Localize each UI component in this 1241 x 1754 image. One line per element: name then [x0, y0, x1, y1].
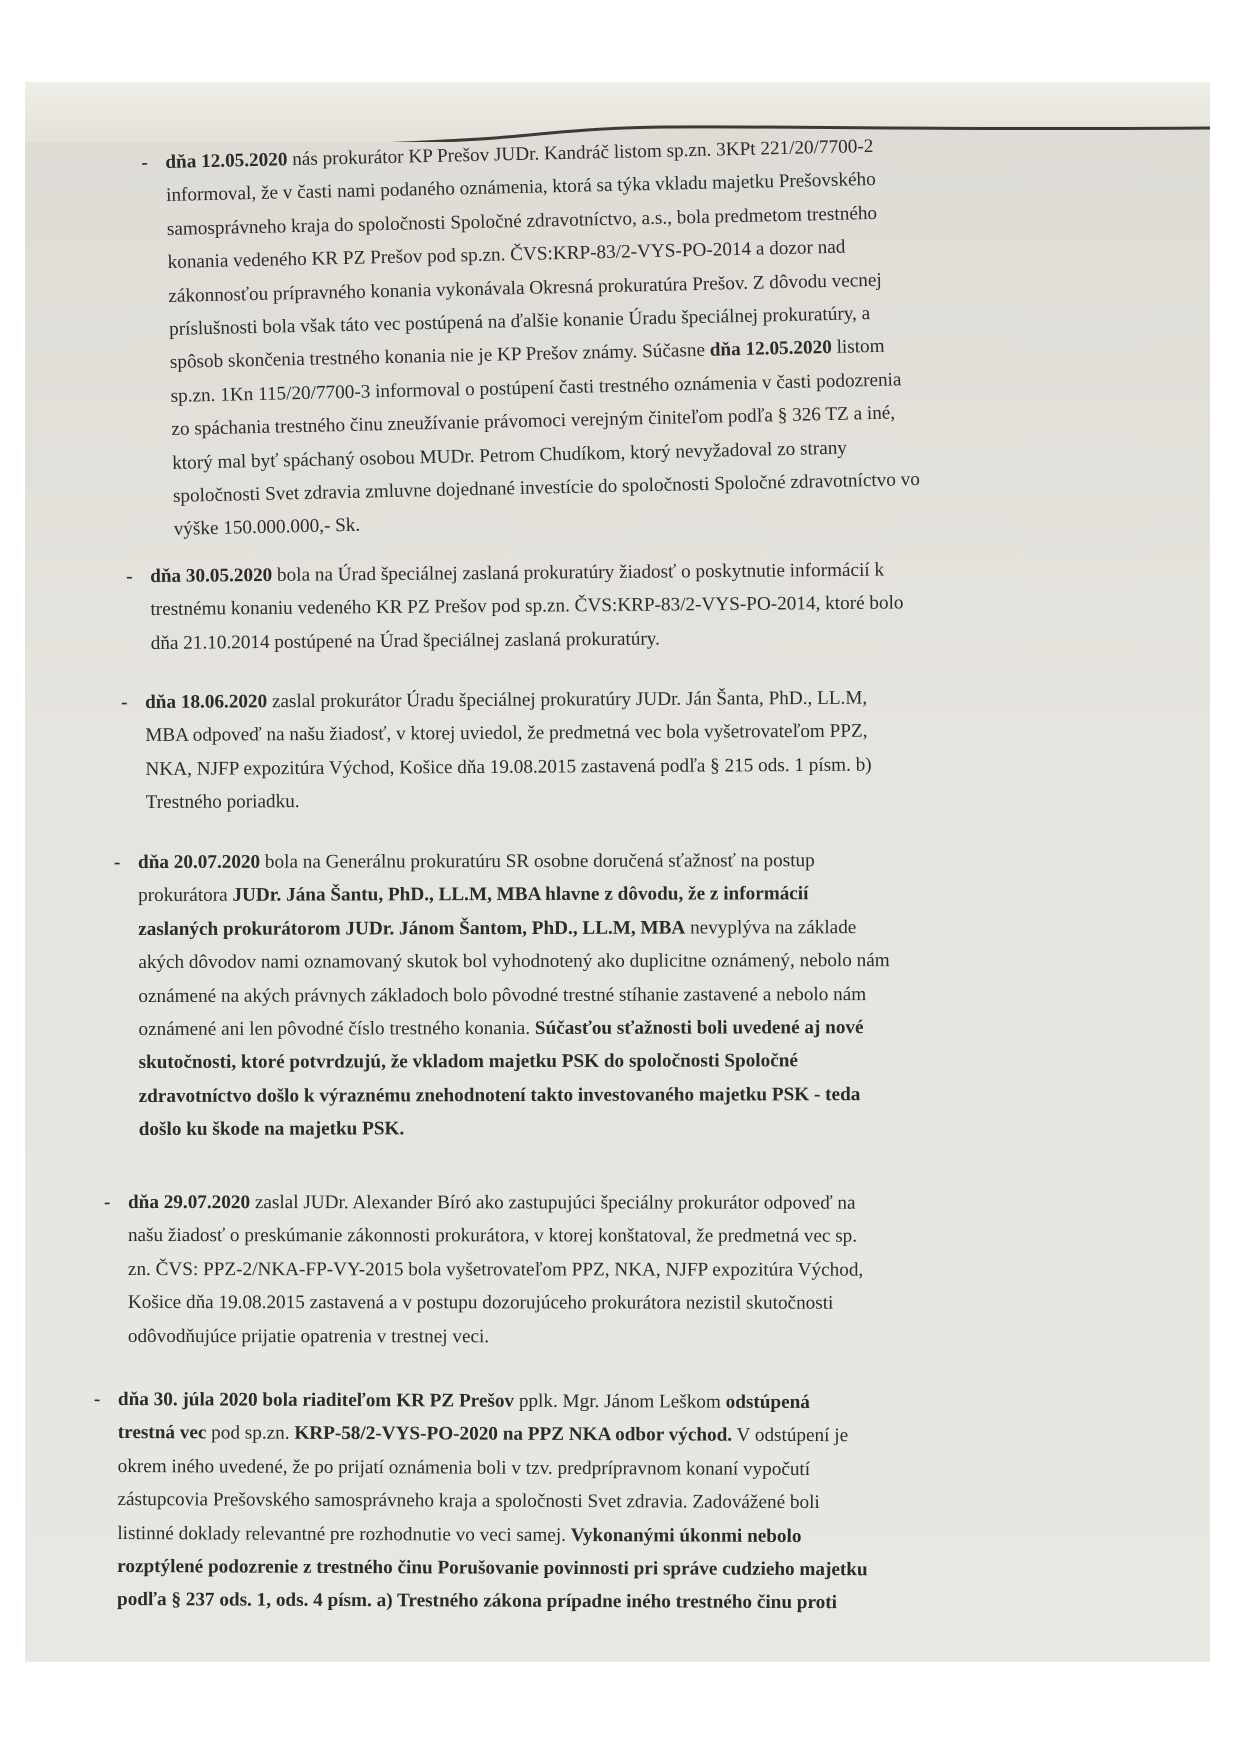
- text-line: [139, 1078, 1007, 1114]
- body-text: V odstúpení je: [732, 1425, 849, 1447]
- body-text: zo spáchania trestného činu zneužívanie právomoci verejným činiteľom podľa § 326 TZ a iné,: [171, 402, 896, 441]
- entry-date: dňa 12.05.2020: [165, 149, 288, 173]
- text-line: [117, 1583, 1017, 1620]
- text-line: [146, 781, 1001, 820]
- entry-1: [141, 127, 1004, 547]
- body-text: bola na Generálnu prokuratúru SR osobne doručená sťažnosť na postup: [260, 850, 815, 873]
- text-line: [139, 1111, 1007, 1147]
- text-line: [138, 1011, 1006, 1047]
- bold-text: odstúpená: [725, 1391, 810, 1414]
- text-line: [117, 1550, 1017, 1587]
- text-line: [138, 844, 1006, 880]
- body-text: zaslal prokurátor Úradu špeciálnej prokuratúry JUDr. Ján Šanta, PhD., LL.M,: [267, 687, 868, 713]
- body-text: akých dôvodov nami oznamovaný skutok bol vyhodnotený ako duplicitne oznámený, nebolo nám: [138, 950, 890, 974]
- entry-date: dňa 20.07.2020: [138, 851, 261, 873]
- entry-5: [103, 1186, 1013, 1354]
- body-text: MBA odpoveď na našu žiadosť, v ktorej uviedol, že predmetná vec bola vyšetrovateľom PPZ,: [145, 720, 868, 747]
- text-line: [145, 681, 1000, 720]
- body-text: zákonnosťou prípravného konania vykonávala Okresná prokuratúra Prešov. Z dôvodu vecnej: [168, 269, 882, 307]
- text-line: [118, 1383, 1018, 1420]
- text-line: [145, 714, 1000, 753]
- body-text: spoločnosti Svet zdravia zmluvne dojednané investície do spoločnosti Spoločné zdravotníctvo vo: [172, 469, 921, 507]
- text-line: [128, 1186, 1013, 1220]
- body-text: konania vedeného KR PZ Prešov pod sp.zn. ČVS:KRP-83/2-VYS-PO-2014 a dozor nad: [167, 236, 846, 274]
- entry-2: [126, 553, 1001, 661]
- bold-text: došlo ku škode na majetku PSK.: [138, 1118, 405, 1141]
- text-line: [138, 977, 1006, 1013]
- body-text: bola na Úrad špeciálnej zaslaná prokuratúry žiadosť o poskytnutie informácií k: [272, 559, 885, 586]
- body-text: ktorý mal byť spáchaný osobou MUDr. Petrom Chudíkom, ktorý nevyžadoval zo strany: [171, 437, 848, 474]
- text-line: [118, 1416, 1018, 1453]
- body-text: nevyplýva na základe: [685, 916, 857, 939]
- body-text: informoval, že v časti nami podaného oznámenia, ktorá sa týka vkladu majetku Prešovského: [165, 169, 876, 207]
- entry-date: dňa 30. júla 2020 bola riaditeľom KR PZ Prešov: [117, 1389, 515, 1412]
- body-text: nás prokurátor KP Prešov JUDr. Kandráč listom sp.zn. 3KPt 221/20/7700-2: [287, 135, 874, 171]
- bullet-dash: -: [141, 152, 149, 174]
- text-line: [128, 1286, 1013, 1320]
- text-line: [117, 1483, 1017, 1520]
- bullet-dash: -: [126, 566, 133, 588]
- body-text: príslušnosti bola však táto vec postúpená na ďalšie konanie Úradu špeciálnej prokuratúry, a: [168, 303, 871, 340]
- bold-text: trestná vec: [117, 1422, 207, 1444]
- text-line: [117, 1517, 1017, 1554]
- bold-text: Súčasťou sťažnosti boli uvedené aj nové: [534, 1017, 864, 1039]
- text-line: [138, 944, 1006, 980]
- body-text: prokurátora: [138, 885, 233, 907]
- entry-3: [121, 681, 1001, 820]
- bold-text: zdravotníctvo došlo k výraznému znehodnotení takto investovaného majetku PSK - teda: [138, 1083, 861, 1107]
- bullet-dash: -: [114, 852, 121, 874]
- body-text: trestnému konaniu vedeného KR PZ Prešov pod sp.zn. ČVS:KRP-83/2-VYS-PO-2014, ktoré bolo: [150, 592, 904, 621]
- body-text: NKA, NJFP expozitúra Východ, Košice dňa 19.08.2015 zastavená podľa § 215 ods. 1 písm. b): [145, 754, 872, 780]
- body-text: samosprávneho kraja do spoločnosti Spoločné zdravotníctvo, a.s., bola predmetom trestného: [166, 202, 878, 240]
- body-text: zaslal JUDr. Alexander Bíró ako zastupujúci špeciálny prokurátor odpoveď na: [250, 1192, 856, 1214]
- text-line: [138, 911, 1006, 947]
- body-text: Košice dňa 19.08.2015 zastavená a v postupu dozorujúceho prokurátora nezistil skutočnosti: [127, 1292, 834, 1314]
- entry-date: dňa 18.06.2020: [145, 691, 268, 713]
- body-text: sp.zn. 1Kn 115/20/7700-3 informoval o postúpení časti trestného oznámenia v časti podozrenia: [170, 369, 902, 407]
- text-line: [118, 1450, 1018, 1487]
- body-text: pod sp.zn.: [206, 1422, 295, 1445]
- body-text: výške 150.000.000,- Sk.: [173, 515, 361, 541]
- body-text: Trestného poriadku.: [145, 791, 300, 814]
- text-line: [138, 877, 1006, 913]
- body-text: našu žiadosť o preskúmanie zákonnosti prokurátora, v ktorej konštatoval, že predmetná vec sp.: [127, 1225, 858, 1248]
- text-line: [128, 1219, 1013, 1253]
- body-text: oznámené na akých právnych základoch bolo pôvodné trestné stíhanie zastavené a nebolo nám: [138, 983, 867, 1007]
- body-text: oznámené ani len pôvodné číslo trestného konania.: [138, 1017, 535, 1041]
- body-text: spôsob skončenia trestného konania nie je KP Prešov známy. Súčasne: [169, 340, 711, 374]
- text-line: [145, 748, 1000, 787]
- bullet-dash: -: [121, 692, 128, 714]
- bold-text: rozptýlené podozrenie z trestného činu Porušovanie povinnosti pri správe cudzieho majetku: [117, 1556, 868, 1581]
- body-text: zástupcovia Prešovského samosprávneho kraja a spoločnosti Svet zdravia. Zadovážené boli: [117, 1489, 820, 1514]
- bold-text: skutočnosti, ktoré potvrdzujú, že vkladom majetku PSK do spoločnosti Spoločné: [138, 1050, 798, 1074]
- body-text: zn. ČVS: PPZ-2/NKA-FP-VY-2015 bola vyšetrovateľom PPZ, NKA, NJFP expozitúra Východ,: [127, 1258, 864, 1281]
- bold-text: podľa § 237 ods. 1, ods. 4 písm. a) Trestného zákona prípadne iného trestného činu proti: [117, 1589, 838, 1614]
- body-text: listom: [831, 336, 885, 359]
- bold-text: KRP-58/2-VYS-PO-2020 na PPZ NKA odbor východ.: [294, 1423, 733, 1447]
- entry-date: dňa 29.07.2020: [127, 1192, 251, 1214]
- body-text: listinné doklady relevantné pre rozhodnutie vo veci samej.: [117, 1522, 571, 1546]
- body-text: odôvodňujúce prijatie opatrenia v trestnej veci.: [127, 1325, 490, 1347]
- bullet-dash: -: [93, 1388, 101, 1410]
- entry-6: [93, 1383, 1018, 1621]
- body-text: okrem iného uvedené, že po prijatí oznámenia boli v tzv. predprípravnom konaní vypočutí: [117, 1455, 811, 1480]
- bold-text: zaslaných prokurátorom JUDr. Jánom Šantom, PhD., LL.M, MBA: [138, 917, 686, 940]
- bullet-dash: -: [103, 1191, 111, 1213]
- entry-date: dňa 30.05.2020: [150, 564, 273, 587]
- text-line: [128, 1320, 1013, 1354]
- bold-text: Vykonanými úkonmi nebolo: [570, 1524, 802, 1547]
- entry-4: [114, 844, 1007, 1147]
- bold-text: JUDr. Jána Šantu, PhD., LL.M, MBA hlavne z dôvodu, že z informácií: [232, 883, 809, 907]
- body-text: pplk. Mgr. Jánom Leškom: [514, 1390, 726, 1413]
- text-line: [139, 1044, 1007, 1080]
- text-line: [128, 1253, 1013, 1287]
- body-text: dňa 21.10.2014 postúpené na Úrad špeciálnej zaslaná prokuratúry.: [150, 628, 661, 654]
- bold-text: dňa 12.05.2020: [709, 337, 833, 362]
